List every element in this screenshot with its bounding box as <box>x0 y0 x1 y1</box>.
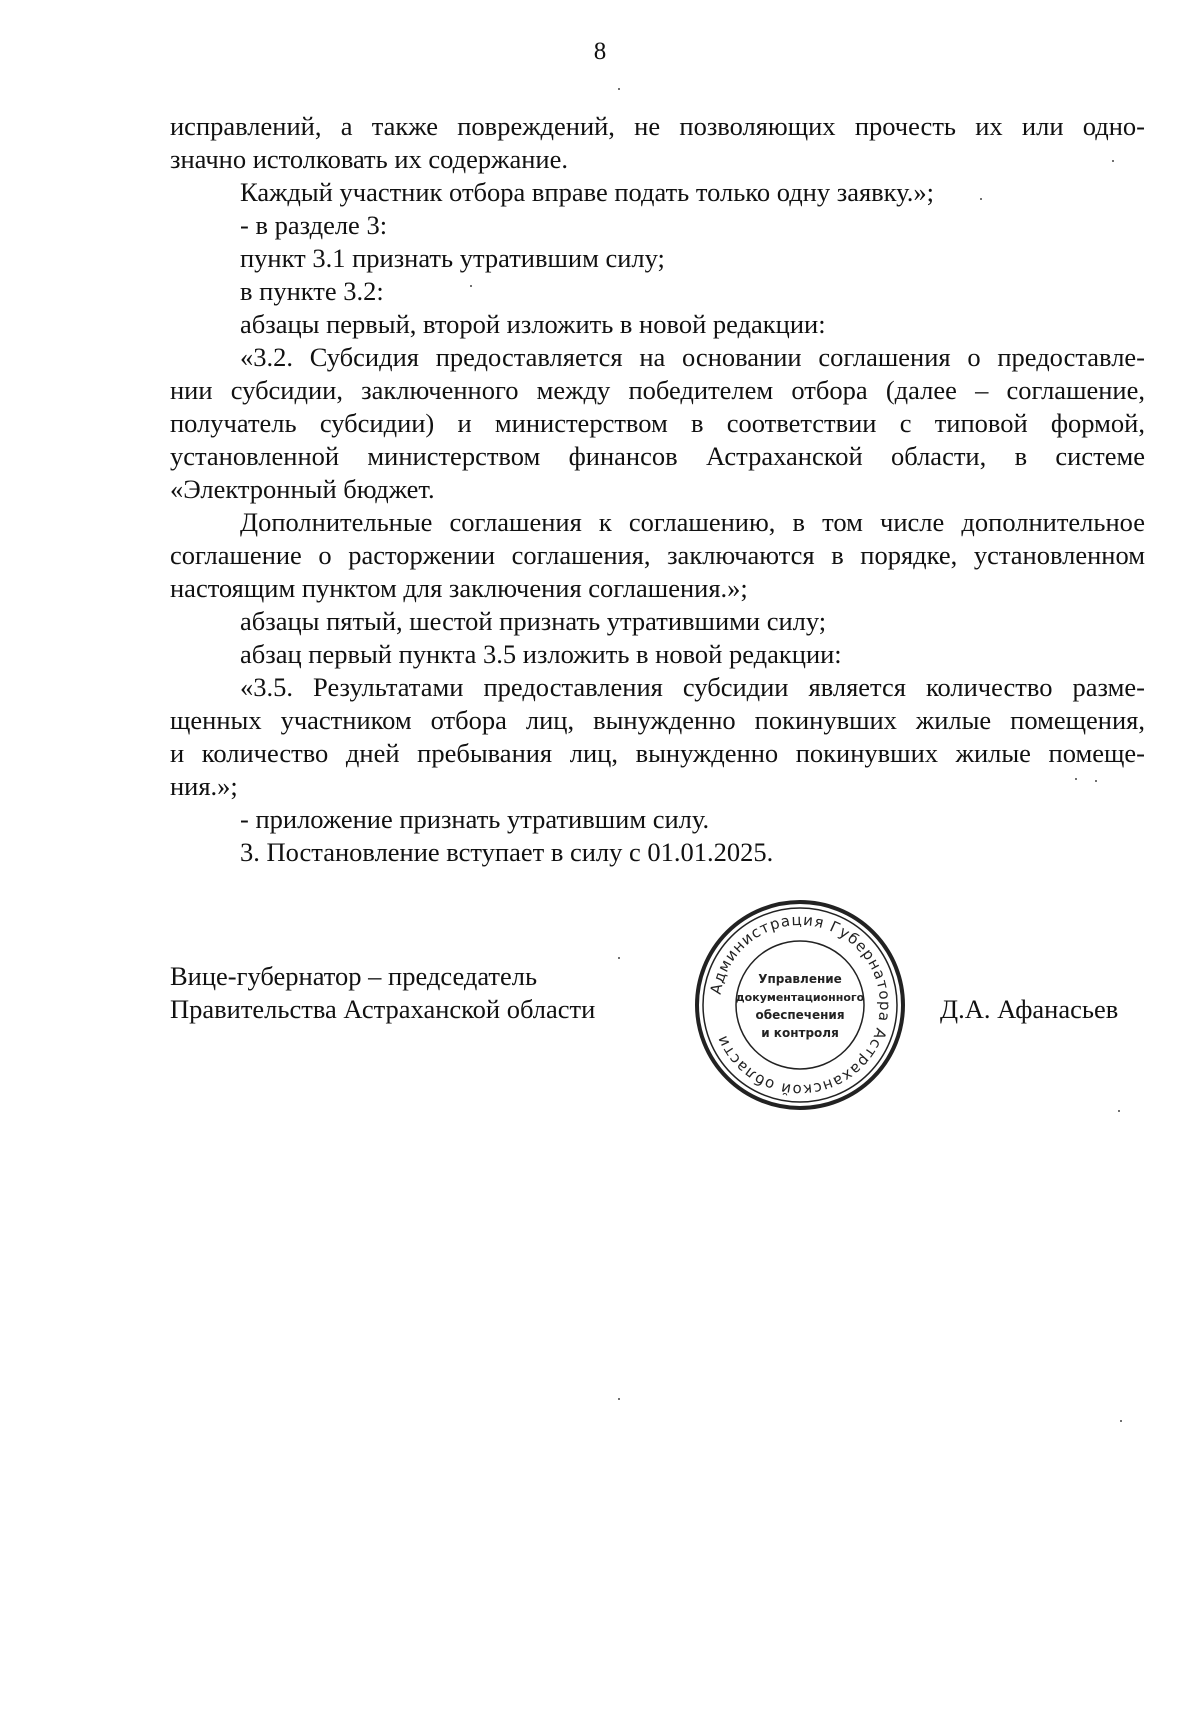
text-line: щенных участником отбора лиц, вынужденно покинувших жилые помещения, <box>170 705 1145 735</box>
signatory-title-line: Вице-губернатор – председатель <box>170 961 538 991</box>
scan-speck <box>1075 778 1077 780</box>
scan-speck <box>980 198 982 200</box>
paragraph <box>170 176 1145 209</box>
document-body <box>170 110 1145 869</box>
paragraph <box>170 308 1145 341</box>
text-line: в пункте 3.2: <box>240 276 384 306</box>
scan-speck <box>618 88 620 90</box>
signatory-name: Д.А. Афанасьев <box>940 994 1119 1024</box>
paragraph <box>170 506 1145 605</box>
stamp-center-text: Управление <box>758 972 842 986</box>
text-line: ния.»; <box>170 771 238 801</box>
text-line: 3. Постановление вступает в силу с 01.01.2025. <box>240 837 774 867</box>
text-line: Каждый участник отбора вправе подать только одну заявку.»; <box>240 177 934 207</box>
text-line: нии субсидии, заключенного между победителем отбора (далее – соглашение, <box>170 375 1145 405</box>
text-line: исправлений, а также повреждений, не позволяющих прочесть их или одно- <box>170 111 1145 141</box>
paragraph <box>170 341 1145 506</box>
paragraph <box>170 836 1145 869</box>
text-line: и количество дней пребывания лиц, вынужденно покинувших жилые помеще- <box>170 738 1145 768</box>
paragraph <box>170 209 1145 242</box>
scan-speck <box>618 1398 620 1400</box>
text-line: абзацы первый, второй изложить в новой редакции: <box>240 309 826 339</box>
text-line: значно истолковать их содержание. <box>170 144 568 174</box>
text-line: установленной министерством финансов Астраханской области, в системе <box>170 441 1145 471</box>
stamp-ring-text: Администрация Губернатора Астраханской области <box>706 910 895 1100</box>
stamp-center-text: и контроля <box>761 1026 839 1040</box>
text-line: пункт 3.1 признать утратившим силу; <box>240 243 665 273</box>
paragraph <box>170 638 1145 671</box>
paragraph <box>170 803 1145 836</box>
text-line: абзац первый пункта 3.5 изложить в новой редакции: <box>240 639 842 669</box>
stamp-center-text: обеспечения <box>755 1008 845 1022</box>
text-line: - приложение признать утратившим силу. <box>240 804 710 834</box>
paragraph <box>170 110 1145 176</box>
scan-speck <box>470 285 472 287</box>
paragraph <box>170 605 1145 638</box>
official-stamp <box>692 897 908 1113</box>
paragraph <box>170 242 1145 275</box>
text-line: абзацы пятый, шестой признать утратившими силу; <box>240 606 827 636</box>
scan-speck <box>618 957 620 959</box>
text-line: настоящим пунктом для заключения соглашения.»; <box>170 573 748 603</box>
signatory-title-line: Правительства Астраханской области <box>170 994 596 1024</box>
text-line: «3.5. Результатами предоставления субсидии является количество разме- <box>240 672 1145 702</box>
paragraph <box>170 275 1145 308</box>
text-line: Дополнительные соглашения к соглашению, в том числе дополнительное <box>240 507 1145 537</box>
stamp-center-text: документационного <box>735 991 865 1004</box>
text-line: получатель субсидии) и министерством в соответствии с типовой формой, <box>170 408 1145 438</box>
signatory-title <box>170 960 595 1026</box>
text-line: - в разделе 3: <box>240 210 388 240</box>
paragraph <box>170 671 1145 803</box>
scan-speck <box>1112 160 1114 162</box>
scan-speck <box>1120 1420 1122 1422</box>
text-line: «Электронный бюджет. <box>170 474 435 504</box>
scan-speck <box>1095 780 1097 782</box>
text-line: соглашение о расторжении соглашения, заключаются в порядке, установленном <box>170 540 1145 570</box>
scan-speck <box>1118 1110 1120 1112</box>
page-number: 8 <box>593 38 607 65</box>
text-line: «3.2. Субсидия предоставляется на основании соглашения о предоставле- <box>240 342 1145 372</box>
